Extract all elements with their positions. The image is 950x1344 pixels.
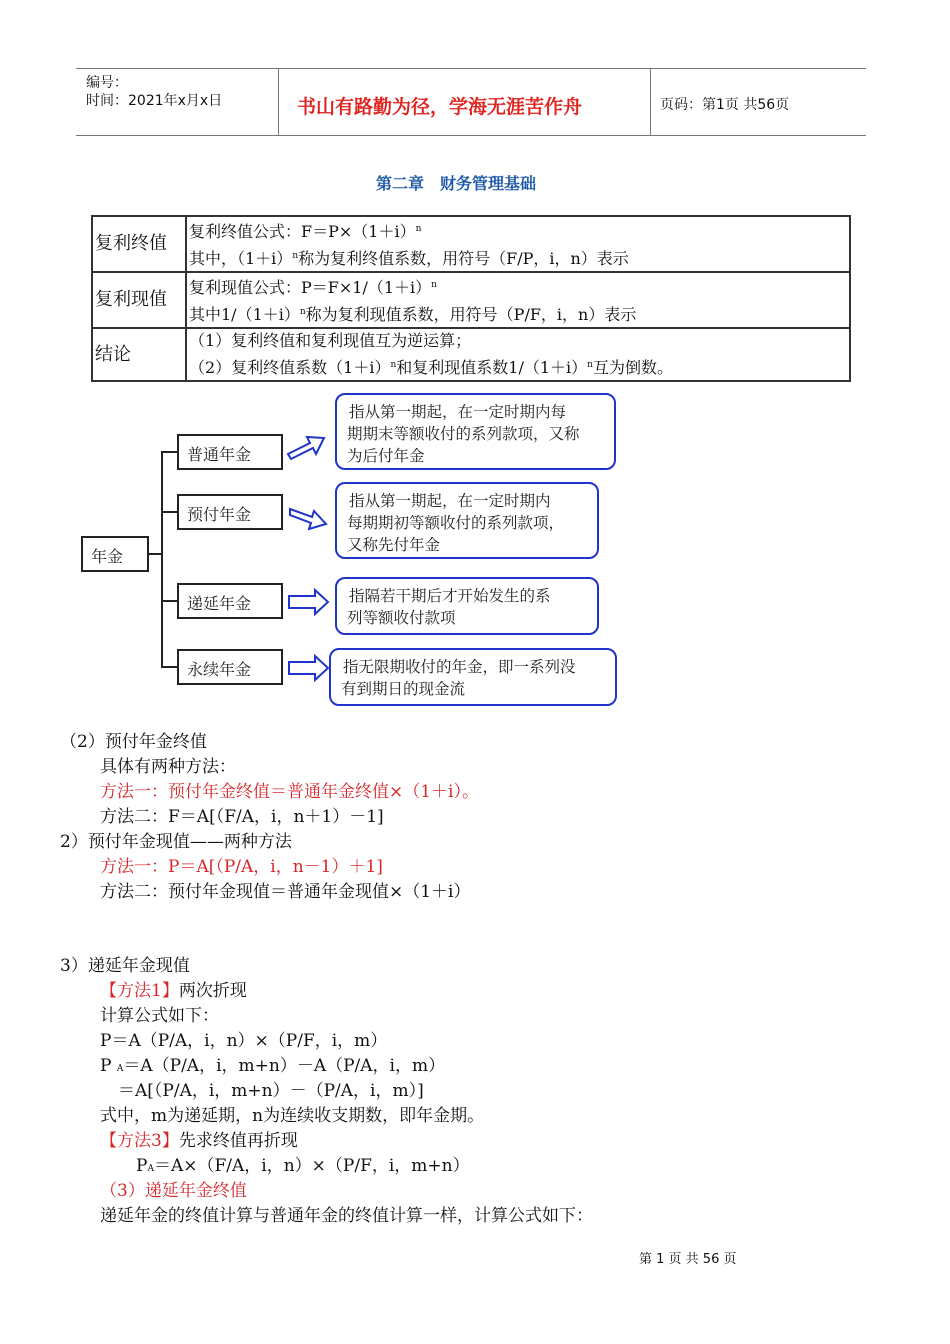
desc-deferred-annuity <box>335 577 599 635</box>
desc-line: 有到期日的现金流 <box>341 680 466 698</box>
chapter-title: 第二章 财务管理基础 <box>376 174 537 193</box>
formula-text: 互为倒数。 <box>592 358 673 377</box>
formula-text: 和复利现值系数1/（1＋i） <box>396 358 588 377</box>
connector-trunk <box>161 451 163 668</box>
subscript: A <box>147 1164 154 1174</box>
row-content <box>186 216 850 272</box>
formula-text: 称为复利现值系数，用符号（P/F，i，n）表示 <box>305 305 637 324</box>
connector-line <box>161 600 177 602</box>
formula-text: （2）复利终值系数（1＋i） <box>189 358 391 377</box>
header-divider <box>278 68 279 135</box>
header-top-rule <box>76 68 866 69</box>
desc-annuity-due <box>335 482 599 559</box>
desc-ordinary-annuity <box>335 393 616 470</box>
branch-deferred-annuity: 递延年金 <box>177 583 283 619</box>
desc-line: 为后付年金 <box>347 447 425 465</box>
exponent: n <box>431 280 437 290</box>
branch-annuity-due: 预付年金 <box>177 494 283 530</box>
section-heading: （2）预付年金终值 <box>60 732 207 752</box>
subscript: A <box>116 1064 124 1074</box>
formula-text: 其中1/（1＋i） <box>189 305 300 324</box>
row-content <box>186 272 850 328</box>
branch-perpetuity: 永续年金 <box>177 649 283 685</box>
table-row <box>92 272 850 328</box>
desc-perpetuity <box>329 648 617 706</box>
method-line: 方法二：预付年金现值＝普通年金现值×（1＋i） <box>100 882 471 902</box>
formula-text: 复利终值公式：F＝P×（1＋i） <box>189 222 416 241</box>
header-motto: 书山有路勤为径，学海无涯苦作舟 <box>297 96 583 118</box>
method-line <box>100 1126 298 1151</box>
formula-line: ＝A[（P/A，i，m+n）－（P/A，i，m）] <box>118 1081 424 1101</box>
formula-line <box>100 1051 445 1076</box>
arrow-icon <box>286 430 328 464</box>
desc-line: 每期期初等额收付的系列款项， <box>347 514 565 532</box>
row-label: 结论 <box>92 328 186 381</box>
method-line <box>100 976 247 1001</box>
formula-text: ＝A（P/A，i，m+n）－A（P/A，i，m） <box>123 1056 446 1076</box>
connector-line <box>161 511 177 513</box>
arrow-icon <box>287 588 331 616</box>
page-footer: 第 1 页 共 56 页 <box>639 1252 737 1267</box>
desc-line: 期期末等额收付的系列款项，又称 <box>347 425 580 443</box>
branch-ordinary-annuity: 普通年金 <box>177 434 283 470</box>
arrow-icon <box>288 500 330 534</box>
desc-line: 指隔若干期后才开始发生的系 <box>349 587 551 605</box>
desc-line: 指从第一期起，在一定时期内每 <box>349 403 567 421</box>
body-text: 式中，m为递延期，n为连续收支期数，即年金期。 <box>100 1106 485 1126</box>
desc-line: 又称先付年金 <box>347 536 441 554</box>
formula-text: 称为复利终值系数，用符号（F/P，i，n）表示 <box>298 249 629 268</box>
exponent: n <box>415 224 422 234</box>
method-title: 两次折现 <box>178 981 247 1001</box>
desc-line: 列等额收付款项 <box>347 609 456 627</box>
formula-text: 复利现值公式：P＝F×1/（1＋i） <box>189 278 432 297</box>
header-divider <box>650 68 651 135</box>
root-node: 年金 <box>81 536 149 572</box>
connector-line <box>161 451 177 453</box>
formula-text: ＝A×（F/A，i，n）×（P/F，i，m+n） <box>153 1156 470 1176</box>
body-text: 计算公式如下： <box>100 1006 219 1026</box>
table-row <box>92 328 850 381</box>
desc-line: 指无限期收付的年金，即一系列没 <box>343 658 576 676</box>
method-tag: 【方法1】 <box>100 981 179 1001</box>
code-label: 编号： <box>86 75 128 91</box>
exponent: n <box>299 307 306 317</box>
exponent: n <box>292 251 299 261</box>
arrow-icon <box>287 654 331 682</box>
body-text: 递延年金的终值计算与普通年金的终值计算一样，计算公式如下： <box>100 1206 593 1226</box>
compound-interest-table <box>91 215 851 382</box>
connector-line <box>161 666 177 668</box>
formula-line: P＝A（P/A，i，n）×（P/F，i，m） <box>100 1031 388 1051</box>
exponent: n <box>587 360 593 370</box>
formula-text: 其中，（1＋i） <box>189 249 293 268</box>
section-heading-highlighted: （3）递延年金终值 <box>100 1181 247 1201</box>
method-title: 先求终值再折现 <box>178 1131 298 1151</box>
row-label: 复利终值 <box>92 216 186 272</box>
formula-symbol: P <box>136 1156 148 1176</box>
header-bottom-rule <box>76 135 866 136</box>
section-heading: 2）预付年金现值——两种方法 <box>60 832 292 852</box>
formula-text: （1）复利终值和复利现值互为逆运算； <box>189 331 472 350</box>
row-content <box>186 328 850 381</box>
section-heading: 3）递延年金现值 <box>60 956 190 976</box>
formula-symbol: P <box>100 1056 112 1076</box>
desc-line: 指从第一期起，在一定时期内 <box>349 492 551 510</box>
table-row <box>92 216 850 272</box>
method-line-highlighted: 方法一：预付年金终值＝普通年金终值×（1＋i）。 <box>100 782 479 802</box>
body-text: 具体有两种方法： <box>100 757 236 777</box>
method-line-highlighted: 方法一：P＝A[（P/A，i，n－1）＋1] <box>100 857 383 877</box>
page-label: 页码：第1页 共56页 <box>660 97 790 113</box>
date-label: 时间：2021年x月x日 <box>86 93 223 109</box>
exponent: n <box>390 360 397 370</box>
row-label: 复利现值 <box>92 272 186 328</box>
method-line: 方法二：F＝A[（F/A，i，n＋1）－1] <box>100 807 384 827</box>
method-tag: 【方法3】 <box>100 1131 179 1151</box>
formula-line <box>136 1151 470 1176</box>
